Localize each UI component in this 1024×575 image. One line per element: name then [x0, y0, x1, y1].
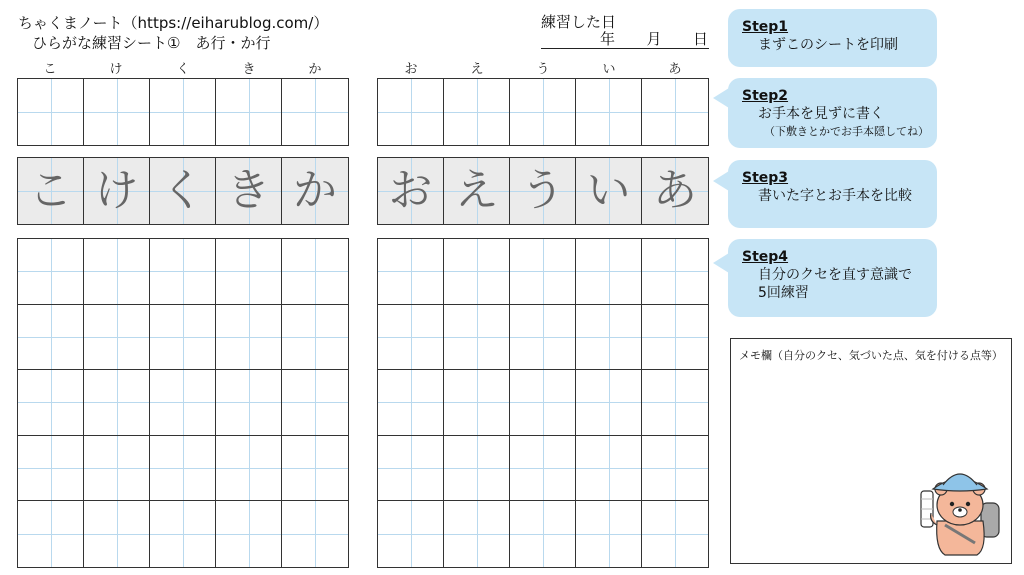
- model-character: け: [94, 165, 139, 216]
- step1-bubble: [728, 9, 937, 67]
- practice-cell[interactable]: [378, 370, 444, 436]
- bubble-tail: [713, 171, 729, 191]
- bubble-tail: [713, 253, 729, 273]
- blind-practice-row-left: [17, 78, 349, 146]
- practice-cell[interactable]: [510, 305, 576, 371]
- practice-cell[interactable]: [642, 436, 708, 502]
- practice-cell[interactable]: [216, 239, 282, 305]
- practice-cell[interactable]: [378, 239, 444, 305]
- model-character: う: [520, 165, 565, 216]
- practice-cell[interactable]: [216, 501, 282, 567]
- blind-practice-row-right: [377, 78, 709, 146]
- model-cell: [216, 158, 282, 224]
- practice-cell[interactable]: [576, 436, 642, 502]
- practice-cell[interactable]: [642, 239, 708, 305]
- practice-cell[interactable]: [150, 436, 216, 502]
- practice-cell[interactable]: [150, 305, 216, 371]
- date-underline: [541, 48, 709, 49]
- practice-cell[interactable]: [282, 79, 348, 145]
- practice-cell[interactable]: [576, 305, 642, 371]
- step-text: 自分のクセを直す意識で: [758, 267, 912, 284]
- model-row-left: [17, 157, 349, 225]
- memo-label: メモ欄（自分のクセ、気づいた点、気を付ける点等）: [739, 349, 1003, 362]
- step-text: まずこのシートを印刷: [758, 37, 898, 54]
- practice-cell[interactable]: [576, 370, 642, 436]
- model-character: あ: [653, 165, 697, 216]
- practice-cell[interactable]: [150, 370, 216, 436]
- practice-cell[interactable]: [444, 501, 510, 567]
- step-text: 書いた字とお手本を比較: [758, 188, 912, 205]
- practice-cell[interactable]: [18, 501, 84, 567]
- practice-cell[interactable]: [18, 305, 84, 371]
- step-text: お手本を見ずに書く: [758, 106, 884, 123]
- practice-cell[interactable]: [378, 79, 444, 145]
- practice-cell[interactable]: [642, 305, 708, 371]
- month-label: 月: [646, 30, 662, 48]
- practice-cell[interactable]: [576, 239, 642, 305]
- date-label: 練習した日: [541, 13, 617, 31]
- model-cell: [378, 158, 444, 224]
- practice-cell[interactable]: [150, 239, 216, 305]
- step-text: 5回練習: [758, 285, 809, 302]
- practice-cell[interactable]: [18, 79, 84, 145]
- column-header: う: [536, 62, 550, 77]
- practice-cell[interactable]: [282, 305, 348, 371]
- model-row-right: [377, 157, 709, 225]
- model-cell: [84, 158, 150, 224]
- repetition-grid-right: [377, 238, 709, 568]
- sheet-subtitle: ひらがな練習シート① あ行・か行: [32, 34, 271, 52]
- year-label: 年: [600, 30, 616, 48]
- practice-cell[interactable]: [282, 501, 348, 567]
- practice-cell[interactable]: [282, 239, 348, 305]
- practice-cell[interactable]: [576, 501, 642, 567]
- practice-cell[interactable]: [510, 501, 576, 567]
- model-character: い: [586, 165, 631, 216]
- repetition-grid-left: [17, 238, 349, 568]
- practice-cell[interactable]: [378, 501, 444, 567]
- practice-cell[interactable]: [216, 436, 282, 502]
- practice-cell[interactable]: [510, 370, 576, 436]
- model-character: こ: [28, 165, 73, 216]
- model-cell: [576, 158, 642, 224]
- column-header: お: [404, 62, 418, 77]
- column-header: き: [242, 62, 256, 77]
- practice-cell[interactable]: [282, 436, 348, 502]
- step-note: （下敷きとかでお手本隠してね）: [764, 125, 929, 139]
- column-header: く: [176, 62, 190, 77]
- day-label: 日: [692, 30, 708, 48]
- model-cell: [642, 158, 708, 224]
- practice-cell[interactable]: [510, 239, 576, 305]
- practice-cell[interactable]: [642, 79, 708, 145]
- step3-bubble: [728, 160, 937, 228]
- column-header: け: [109, 62, 123, 77]
- column-header: え: [470, 62, 484, 77]
- memo-box[interactable]: [730, 338, 1012, 564]
- practice-cell[interactable]: [216, 79, 282, 145]
- model-character: か: [293, 165, 337, 216]
- practice-cell[interactable]: [84, 239, 150, 305]
- step-title: Step1: [742, 19, 789, 35]
- column-header: こ: [43, 62, 57, 77]
- practice-cell[interactable]: [18, 239, 84, 305]
- practice-cell[interactable]: [510, 79, 576, 145]
- practice-cell[interactable]: [18, 436, 84, 502]
- step4-bubble: [728, 239, 937, 317]
- practice-cell[interactable]: [150, 501, 216, 567]
- practice-cell[interactable]: [84, 79, 150, 145]
- practice-cell[interactable]: [84, 436, 150, 502]
- column-header: い: [602, 62, 616, 77]
- step-title: Step4: [742, 249, 789, 265]
- practice-cell[interactable]: [444, 305, 510, 371]
- practice-cell[interactable]: [444, 436, 510, 502]
- column-header: か: [308, 62, 322, 77]
- practice-cell[interactable]: [282, 370, 348, 436]
- practice-cell[interactable]: [18, 370, 84, 436]
- practice-cell[interactable]: [444, 370, 510, 436]
- practice-cell[interactable]: [576, 79, 642, 145]
- model-character: お: [388, 165, 433, 216]
- practice-cell[interactable]: [642, 370, 708, 436]
- practice-cell[interactable]: [216, 305, 282, 371]
- model-character: き: [226, 165, 271, 216]
- bubble-tail: [713, 88, 729, 108]
- column-header: あ: [668, 62, 682, 77]
- step-title: Step3: [742, 170, 789, 186]
- practice-cell[interactable]: [150, 79, 216, 145]
- page-title: ちゃくまノート（https://eiharublog.com/）: [18, 14, 329, 32]
- step-title: Step2: [742, 88, 789, 104]
- date-fields[interactable]: [600, 28, 708, 49]
- model-character: え: [454, 165, 499, 216]
- practice-cell[interactable]: [444, 239, 510, 305]
- model-cell: [282, 158, 348, 224]
- practice-cell[interactable]: [444, 79, 510, 145]
- practice-cell[interactable]: [510, 436, 576, 502]
- practice-cell[interactable]: [216, 370, 282, 436]
- step2-bubble: [728, 78, 937, 148]
- practice-cell[interactable]: [378, 305, 444, 371]
- model-cell: [150, 158, 216, 224]
- practice-cell[interactable]: [84, 370, 150, 436]
- model-cell: [444, 158, 510, 224]
- practice-cell[interactable]: [84, 305, 150, 371]
- model-character: く: [160, 165, 205, 216]
- bear-explorer-icon: [915, 459, 1007, 559]
- practice-cell[interactable]: [378, 436, 444, 502]
- practice-cell[interactable]: [642, 501, 708, 567]
- model-cell: [510, 158, 576, 224]
- practice-cell[interactable]: [84, 501, 150, 567]
- model-cell: [18, 158, 84, 224]
